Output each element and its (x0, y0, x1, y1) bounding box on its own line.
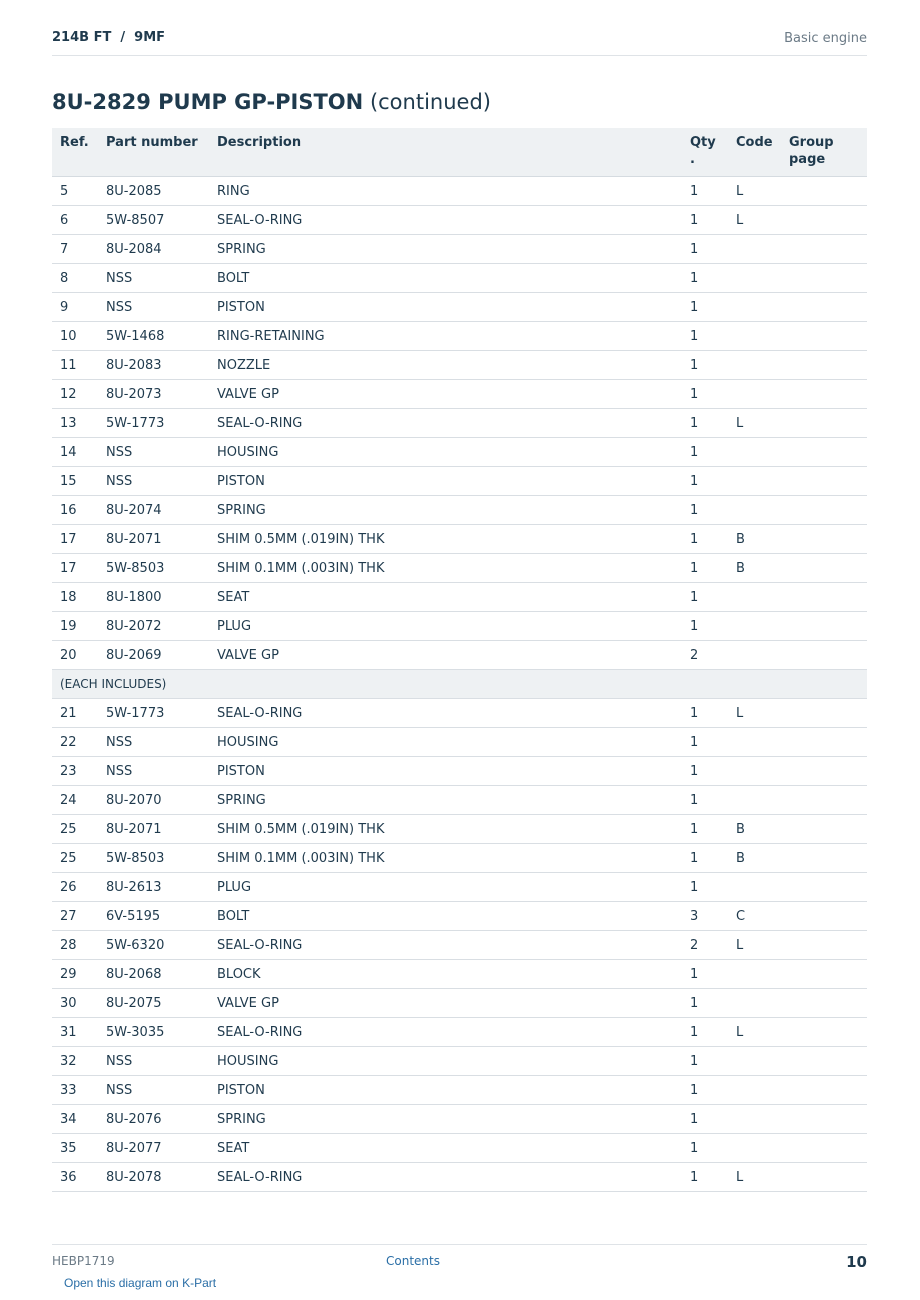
cell-ref: 9 (52, 293, 98, 322)
cell-qty: 1 (682, 989, 728, 1018)
cell-part-number: 8U-2076 (98, 1105, 209, 1134)
cell-qty: 2 (682, 641, 728, 670)
cell-description: PISTON (209, 757, 682, 786)
table-row (52, 380, 867, 409)
cell-code: L (728, 177, 781, 206)
cell-ref: 10 (52, 322, 98, 351)
cell-group-page (781, 1163, 867, 1192)
table-row (52, 206, 867, 235)
cell-description: BOLT (209, 902, 682, 931)
cell-qty: 1 (682, 786, 728, 815)
cell-qty: 1 (682, 699, 728, 728)
cell-qty: 1 (682, 467, 728, 496)
cell-code (728, 786, 781, 815)
cell-group-page (781, 525, 867, 554)
cell-ref: 35 (52, 1134, 98, 1163)
cell-group-page (781, 235, 867, 264)
cell-group-page (781, 873, 867, 902)
table-row (52, 467, 867, 496)
cell-description: SHIM 0.1MM (.003IN) THK (209, 844, 682, 873)
cell-ref: 17 (52, 525, 98, 554)
cell-description: SPRING (209, 496, 682, 525)
cell-description: HOUSING (209, 438, 682, 467)
cell-qty: 1 (682, 844, 728, 873)
cell-qty: 1 (682, 1105, 728, 1134)
cell-description: SEAL-O-RING (209, 1163, 682, 1192)
cell-part-number: 8U-2077 (98, 1134, 209, 1163)
cell-qty: 1 (682, 409, 728, 438)
cell-description: SEAT (209, 1134, 682, 1163)
cell-description: SPRING (209, 235, 682, 264)
table-row (52, 873, 867, 902)
cell-ref: 34 (52, 1105, 98, 1134)
cell-part-number: 5W-6320 (98, 931, 209, 960)
cell-group-page (781, 351, 867, 380)
cell-group-page (781, 293, 867, 322)
cell-code: L (728, 699, 781, 728)
cell-ref: 32 (52, 1047, 98, 1076)
table-row (52, 699, 867, 728)
cell-ref: 36 (52, 1163, 98, 1192)
cell-part-number: NSS (98, 293, 209, 322)
cell-group-page (781, 1076, 867, 1105)
col-ref-header: Ref. (52, 128, 98, 177)
cell-part-number: 8U-2069 (98, 641, 209, 670)
cell-qty: 1 (682, 496, 728, 525)
cell-code (728, 1134, 781, 1163)
cell-qty: 1 (682, 960, 728, 989)
cell-part-number: 8U-2073 (98, 380, 209, 409)
cell-group-page (781, 815, 867, 844)
cell-description: BLOCK (209, 960, 682, 989)
cell-group-page (781, 728, 867, 757)
cell-code: L (728, 206, 781, 235)
table-header-row (52, 128, 867, 177)
cell-qty: 2 (682, 931, 728, 960)
cell-part-number: 8U-2074 (98, 496, 209, 525)
cell-group-page (781, 496, 867, 525)
cell-qty: 1 (682, 264, 728, 293)
cell-part-number: 5W-8503 (98, 554, 209, 583)
cell-part-number: NSS (98, 467, 209, 496)
table-row (52, 902, 867, 931)
cell-description: SHIM 0.5MM (.019IN) THK (209, 525, 682, 554)
cell-part-number: 8U-2078 (98, 1163, 209, 1192)
cell-description: SEAL-O-RING (209, 699, 682, 728)
cell-ref: 25 (52, 815, 98, 844)
title-main: 8U-2829 PUMP GP-PISTON (52, 90, 364, 114)
cell-group-page (781, 699, 867, 728)
cell-group-page (781, 931, 867, 960)
model-label: 214B FT / 9MF (52, 30, 166, 45)
cell-qty: 1 (682, 1163, 728, 1192)
cell-description: SHIM 0.5MM (.019IN) THK (209, 815, 682, 844)
cell-part-number: 8U-2613 (98, 873, 209, 902)
cell-code (728, 293, 781, 322)
cell-code (728, 728, 781, 757)
cell-code (728, 1076, 781, 1105)
cell-qty: 1 (682, 206, 728, 235)
cell-ref: 17 (52, 554, 98, 583)
cell-group-page (781, 844, 867, 873)
cell-group-page (781, 1134, 867, 1163)
cell-description: SPRING (209, 786, 682, 815)
cell-ref: 33 (52, 1076, 98, 1105)
cell-ref: 23 (52, 757, 98, 786)
cell-part-number: NSS (98, 1047, 209, 1076)
cell-qty: 1 (682, 1018, 728, 1047)
cell-ref: 28 (52, 931, 98, 960)
cell-description: VALVE GP (209, 380, 682, 409)
cell-ref: 22 (52, 728, 98, 757)
page-header (52, 28, 867, 56)
cell-description: HOUSING (209, 728, 682, 757)
cell-ref: 21 (52, 699, 98, 728)
cell-description: VALVE GP (209, 989, 682, 1018)
cell-code (728, 1047, 781, 1076)
cell-code (728, 351, 781, 380)
cell-qty: 1 (682, 293, 728, 322)
cell-ref: 11 (52, 351, 98, 380)
cell-code (728, 583, 781, 612)
cell-part-number: 8U-2075 (98, 989, 209, 1018)
parts-table-body (52, 177, 867, 1192)
cell-part-number: NSS (98, 438, 209, 467)
cell-part-number: NSS (98, 757, 209, 786)
cell-qty: 1 (682, 525, 728, 554)
table-row (52, 496, 867, 525)
cell-ref: 30 (52, 989, 98, 1018)
cell-code (728, 1105, 781, 1134)
cell-group-page (781, 786, 867, 815)
cell-ref: 18 (52, 583, 98, 612)
table-row (52, 322, 867, 351)
cell-part-number: 8U-2070 (98, 786, 209, 815)
cell-description: VALVE GP (209, 641, 682, 670)
cell-code (728, 322, 781, 351)
cell-ref: 24 (52, 786, 98, 815)
cell-part-number: 8U-2071 (98, 815, 209, 844)
cell-part-number: 8U-1800 (98, 583, 209, 612)
document-id: HEBP1719 (52, 1254, 115, 1268)
cell-qty: 1 (682, 1047, 728, 1076)
cell-ref: 19 (52, 612, 98, 641)
cell-code: B (728, 844, 781, 873)
cell-ref: 15 (52, 467, 98, 496)
table-row (52, 438, 867, 467)
col-qty-header: Qty . (682, 128, 728, 177)
cell-description: PLUG (209, 612, 682, 641)
cell-group-page (781, 409, 867, 438)
cell-group-page (781, 322, 867, 351)
cell-description: PISTON (209, 467, 682, 496)
cell-qty: 1 (682, 322, 728, 351)
cell-qty: 1 (682, 815, 728, 844)
cell-part-number: 5W-8503 (98, 844, 209, 873)
cell-code (728, 989, 781, 1018)
cell-code (728, 467, 781, 496)
cell-qty: 1 (682, 1134, 728, 1163)
cell-group-page (781, 902, 867, 931)
parts-table (52, 128, 867, 1192)
cell-code (728, 960, 781, 989)
table-row (52, 1076, 867, 1105)
cell-group-page (781, 264, 867, 293)
cell-code: L (728, 931, 781, 960)
cell-qty: 1 (682, 380, 728, 409)
cell-ref: 29 (52, 960, 98, 989)
cell-ref: 7 (52, 235, 98, 264)
cell-group-page (781, 1047, 867, 1076)
cell-ref: 16 (52, 496, 98, 525)
cell-ref: 6 (52, 206, 98, 235)
cell-qty: 1 (682, 235, 728, 264)
table-row (52, 264, 867, 293)
cell-part-number: 8U-2084 (98, 235, 209, 264)
kpart-link[interactable]: Open this diagram on K-Part (64, 1276, 217, 1290)
cell-description: PLUG (209, 873, 682, 902)
table-row (52, 815, 867, 844)
table-row (52, 960, 867, 989)
col-code-header: Code (728, 128, 781, 177)
cell-code (728, 641, 781, 670)
cell-part-number: 5W-1773 (98, 699, 209, 728)
cell-code: B (728, 554, 781, 583)
cell-code (728, 757, 781, 786)
cell-description: SEAT (209, 583, 682, 612)
cell-group-page (781, 960, 867, 989)
cell-qty: 1 (682, 438, 728, 467)
table-row (52, 583, 867, 612)
cell-description: SHIM 0.1MM (.003IN) THK (209, 554, 682, 583)
cell-qty: 1 (682, 612, 728, 641)
cell-code: L (728, 1018, 781, 1047)
table-row (52, 1134, 867, 1163)
cell-qty: 1 (682, 351, 728, 380)
note-text: (EACH INCLUDES) (52, 670, 867, 699)
cell-group-page (781, 1105, 867, 1134)
cell-qty: 1 (682, 177, 728, 206)
table-note-row (52, 670, 867, 699)
cell-part-number: 6V-5195 (98, 902, 209, 931)
col-part-number-header: Part number (98, 128, 209, 177)
page-footer (52, 1244, 867, 1275)
cell-group-page (781, 467, 867, 496)
cell-group-page (781, 380, 867, 409)
cell-part-number: 5W-1773 (98, 409, 209, 438)
table-row (52, 351, 867, 380)
cell-group-page (781, 612, 867, 641)
cell-description: SEAL-O-RING (209, 931, 682, 960)
cell-part-number: 8U-2085 (98, 177, 209, 206)
cell-part-number: 8U-2068 (98, 960, 209, 989)
cell-qty: 1 (682, 873, 728, 902)
table-row (52, 525, 867, 554)
col-group-page-header: Group page (781, 128, 867, 177)
cell-description: RING (209, 177, 682, 206)
page-number: 10 (846, 1253, 867, 1271)
cell-qty: 1 (682, 583, 728, 612)
cell-description: BOLT (209, 264, 682, 293)
cell-code (728, 612, 781, 641)
cell-description: SEAL-O-RING (209, 409, 682, 438)
table-row (52, 728, 867, 757)
cell-part-number: NSS (98, 728, 209, 757)
cell-ref: 13 (52, 409, 98, 438)
title-suffix: (continued) (369, 90, 491, 114)
cell-description: SEAL-O-RING (209, 1018, 682, 1047)
cell-code (728, 438, 781, 467)
table-row (52, 1105, 867, 1134)
cell-part-number: NSS (98, 1076, 209, 1105)
cell-qty: 1 (682, 757, 728, 786)
cell-group-page (781, 554, 867, 583)
cell-description: SPRING (209, 1105, 682, 1134)
cell-qty: 3 (682, 902, 728, 931)
cell-code: C (728, 902, 781, 931)
cell-part-number: NSS (98, 264, 209, 293)
cell-part-number: 5W-3035 (98, 1018, 209, 1047)
table-row (52, 1163, 867, 1192)
cell-code: L (728, 1163, 781, 1192)
table-row (52, 844, 867, 873)
cell-ref: 26 (52, 873, 98, 902)
table-row (52, 409, 867, 438)
cell-ref: 14 (52, 438, 98, 467)
table-row (52, 641, 867, 670)
cell-group-page (781, 1018, 867, 1047)
cell-description: RING-RETAINING (209, 322, 682, 351)
cell-part-number: 5W-8507 (98, 206, 209, 235)
cell-ref: 5 (52, 177, 98, 206)
table-row (52, 1018, 867, 1047)
cell-ref: 12 (52, 380, 98, 409)
table-row (52, 757, 867, 786)
cell-code (728, 496, 781, 525)
cell-group-page (781, 206, 867, 235)
cell-description: PISTON (209, 293, 682, 322)
cell-qty: 1 (682, 1076, 728, 1105)
cell-description: SEAL-O-RING (209, 206, 682, 235)
cell-description: HOUSING (209, 1047, 682, 1076)
table-row (52, 1047, 867, 1076)
cell-description: PISTON (209, 1076, 682, 1105)
cell-code (728, 235, 781, 264)
table-row (52, 931, 867, 960)
table-row (52, 293, 867, 322)
cell-ref: 27 (52, 902, 98, 931)
cell-group-page (781, 583, 867, 612)
table-row (52, 786, 867, 815)
page-title (52, 90, 491, 114)
cell-code (728, 380, 781, 409)
cell-code: L (728, 409, 781, 438)
cell-code (728, 873, 781, 902)
cell-ref: 8 (52, 264, 98, 293)
cell-ref: 20 (52, 641, 98, 670)
table-row (52, 612, 867, 641)
table-row (52, 989, 867, 1018)
cell-part-number: 8U-2071 (98, 525, 209, 554)
cell-part-number: 8U-2072 (98, 612, 209, 641)
cell-code (728, 264, 781, 293)
cell-qty: 1 (682, 728, 728, 757)
table-row (52, 177, 867, 206)
cell-group-page (781, 438, 867, 467)
cell-group-page (781, 177, 867, 206)
section-label: Basic engine (784, 31, 867, 46)
cell-code: B (728, 525, 781, 554)
cell-ref: 25 (52, 844, 98, 873)
cell-group-page (781, 641, 867, 670)
cell-ref: 31 (52, 1018, 98, 1047)
cell-part-number: 8U-2083 (98, 351, 209, 380)
table-row (52, 554, 867, 583)
contents-link[interactable]: Contents (386, 1254, 440, 1268)
cell-code: B (728, 815, 781, 844)
cell-group-page (781, 757, 867, 786)
col-description-header: Description (209, 128, 682, 177)
cell-description: NOZZLE (209, 351, 682, 380)
cell-part-number: 5W-1468 (98, 322, 209, 351)
table-row (52, 235, 867, 264)
cell-qty: 1 (682, 554, 728, 583)
cell-group-page (781, 989, 867, 1018)
